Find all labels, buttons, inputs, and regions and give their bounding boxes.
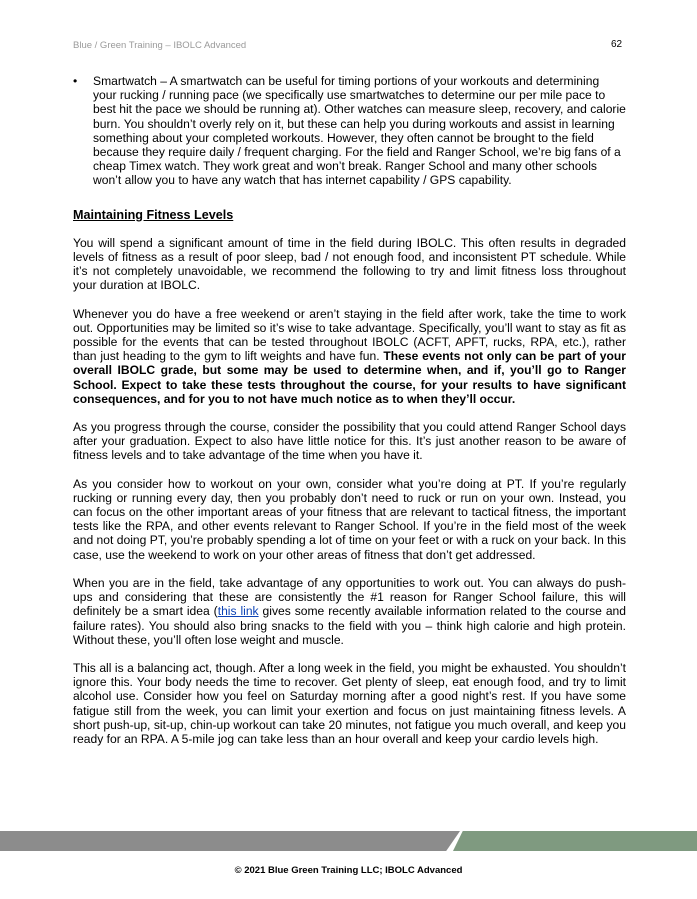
copyright-footer: © 2021 Blue Green Training LLC; IBOLC Advanced bbox=[234, 865, 463, 876]
paragraph-6: This all is a balancing act, though. After a long week in the field, you might be exhausted. You shouldn’t ignore this. Your body needs the time to recover. Get plenty of sleep, eat enough food, and try to limit alcohol use. Consider how you feel on Saturday morning after a good night’s rest. If you have some fatigue still from the week, you can limit your exertion and focus on just maintaining fitness levels. A short push-up, sit-up, chin-up workout can take 20 minutes, not fatigue you much overall, and keep you ready for an RPA. A 5-mile jog can take less than an hour overall and keep your cardio levels high. bbox=[73, 660, 626, 746]
bullet-smartwatch bbox=[73, 74, 626, 188]
paragraph-1: You will spend a significant amount of time in the field during IBOLC. This often results in degraded levels of fitness as a result of poor sleep, bad / not enough food, and inconsistent PT schedule. While it’s not completely unavoidable, we recommend the following to try and limit fitness loss throughout your duration at IBOLC. bbox=[73, 235, 626, 293]
running-header: Blue / Green Training – IBOLC Advanced bbox=[73, 40, 247, 51]
bullet-marker: • bbox=[73, 74, 78, 88]
footer-band-gray bbox=[0, 831, 460, 851]
paragraph-2 bbox=[73, 307, 626, 406]
paragraph-3: As you progress through the course, consider the possibility that you could attend Ranger School days after your graduation. Expect to also have little notice for this. It’s just another reason to be aware of fitness levels and to take advantage of the time when you have it. bbox=[73, 420, 626, 463]
page-number: 62 bbox=[611, 39, 623, 50]
paragraph-2-emphasis: These events not only can be part of your overall IBOLC grade, but some may be used to determine when, and if, you’ll go to Ranger School. Expect to take these tests throughout the course, for your results to have significant consequences, and for you to not have much notice as to when they’ll occur. bbox=[73, 349, 626, 406]
paragraph-5-text-before: When you are in the field, take advantage of any opportunities to work out. You can always do push-ups and considering that these are consistently the #1 reason for Ranger School failure, this will definitely be a smart idea ( bbox=[73, 575, 626, 619]
failure-rates-link[interactable]: this link bbox=[217, 604, 259, 619]
paragraph-5 bbox=[73, 576, 626, 647]
page-body bbox=[73, 74, 626, 760]
bullet-text: Smartwatch – A smartwatch can be useful for timing portions of your workouts and determining your rucking / running pace (we specifically use smartwatches to determine our per mile pace to best hit the pace we should be running at). Other watches can measure sleep, recovery, and calorie burn. You shouldn’t overly rely on it, but these can help you during workouts and assist in learning something about your completed workouts. However, they often cannot be brought to the field because they require daily / frequent charging. For the field and Ranger School, we’re big fans of a cheap Timex watch. They work great and won’t break. Ranger School and many other schools won’t allow you to have any watch that has internet capability / GPS capability. bbox=[93, 74, 626, 188]
section-heading: Maintaining Fitness Levels bbox=[73, 207, 234, 222]
paragraph-2-text: Whenever you do have a free weekend or aren’t staying in the field after work, take the time to work out. Opportunities may be limited so it’s wise to take advantage. Specifically, you’ll want to stay as fit as possible for the events that can be tested throughout IBOLC (ACFT, APFT, rucks, RPA, etc.), rather than just heading to the gym to lift weights and have fun. bbox=[73, 306, 626, 364]
paragraph-4: As you consider how to workout on your own, consider what you’re doing at PT. If you’re regularly rucking or running every day, then you probably don’t need to ruck or run on your own. Instead, you can focus on the other important areas of your fitness that are relevant to tactical fitness, the important tests like the RPA, and other events relevant to Ranger School. If you’re in the field most of the week and not doing PT, you’re probably spending a lot of time on your feet or with a ruck on your back. In this case, use the weekend to work on your other areas of fitness that don’t get addressed. bbox=[73, 476, 626, 562]
paragraph-5-text-after: gives some recently available information related to the course and failure rates). You should also bring snacks to the field with you – think high calorie and high protein. Without these, you’ll often lose weight and muscle. bbox=[73, 604, 626, 647]
footer-band-green bbox=[453, 831, 697, 851]
